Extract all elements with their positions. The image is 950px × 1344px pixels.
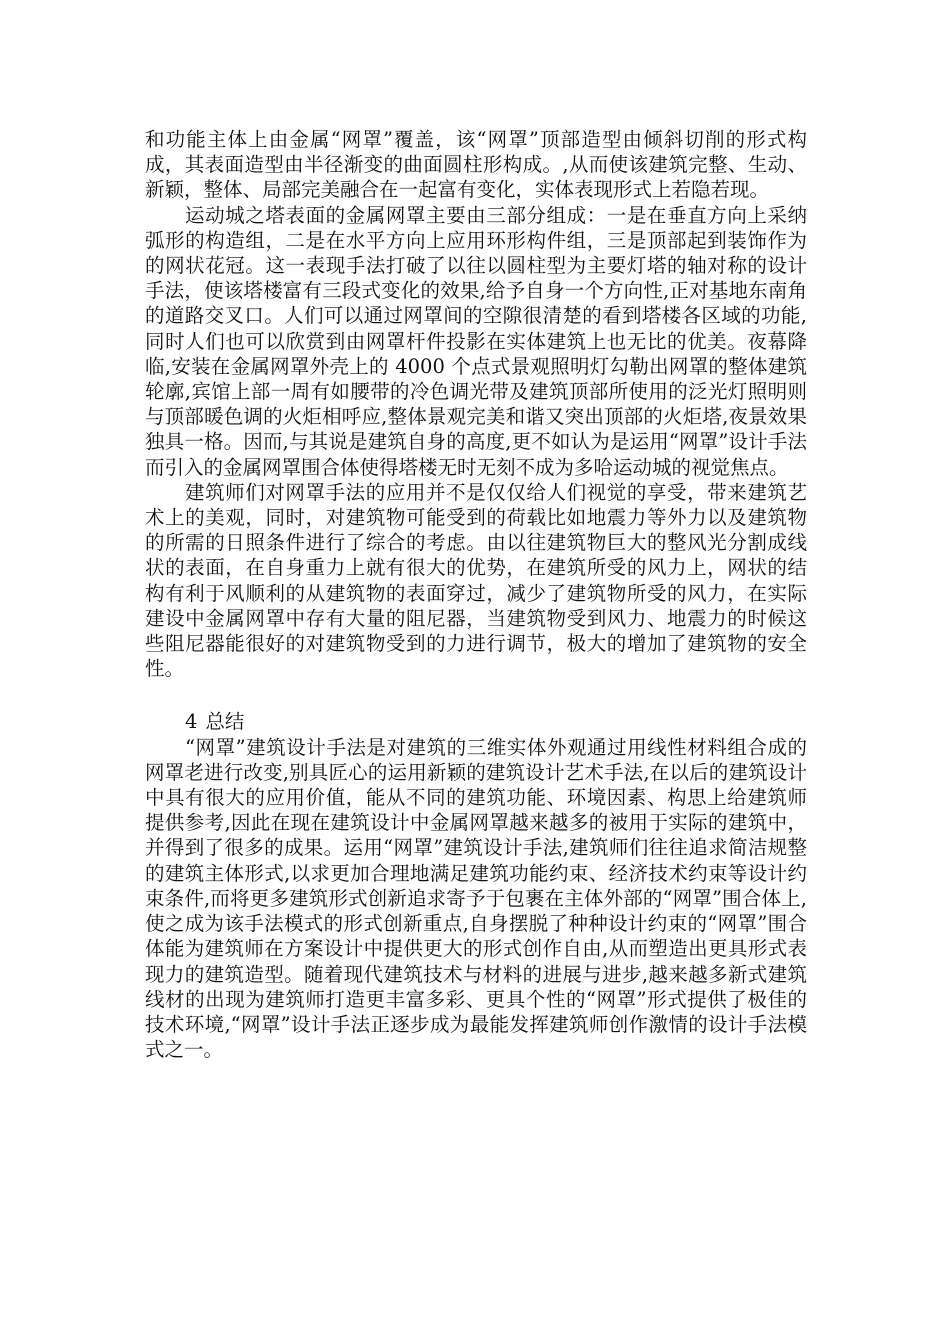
section-number: 4 xyxy=(185,710,198,734)
section-title: 总结 xyxy=(205,710,245,734)
paragraph-2: 运动城之塔表面的金属网罩主要由三部分组成：一是在垂直方向上采纳弧形的构造组，二是在水平方向上应用环形构件组，三是顶部起到装饰作为的网状花冠。这一表现手法打破了以往以圆柱型为主要灯塔的轴对称的设计手法，使该塔楼富有三段式变化的效果,给予自身一个方向性,正对基地东南角的道路交叉口。人们可以通过网罩间的空隙很清楚的看到塔楼各区域的功能,同时人们也可以欣赏到由网罩杆件投影在实体建筑上也无比的优美。夜幕降临,安装在金属网罩外壳上的 4000 个点式景观照明灯勾勒出网罩的整体建筑轮廓,宾馆上部一周有如腰带的冷色调光带及建筑顶部所使用的泛光灯照明则与顶部暖色调的火炬相呼应,整体景观完美和谐又突出顶部的火炬塔,夜景效果独具一格。因而,与其说是建筑自身的高度,更不如认为是运用“网罩”设计手法而引入的金属网罩围合体使得塔楼无时无刻不成为多哈运动城的视觉焦点。 xyxy=(145,203,807,479)
section-heading xyxy=(145,709,807,734)
paragraph-3: 建筑师们对网罩手法的应用并不是仅仅给人们视觉的享受，带来建筑艺术上的美观，同时，对建筑物可能受到的荷载比如地震力等外力以及建筑物的所需的日照条件进行了综合的考虑。由以往建筑物巨大的整风光分割成线状的表面，在自身重力上就有很大的优势，在建筑所受的风力上，网状的结构有利于风顺利的从建筑物的表面穿过，减少了建筑物所受的风力，在实际建设中金属网罩中存有大量的阻尼器，当建筑物受到风力、地震力的时候这些阻尼器能很好的对建筑物受到的力进行调节，极大的增加了建筑物的安全性。 xyxy=(145,480,807,681)
document-page xyxy=(145,127,807,1062)
paragraph-1: 和功能主体上由金属“网罩”覆盖，该“网罩”顶部造型由倾斜切削的形式构成，其表面造型由半径渐变的曲面圆柱形构成。,从而使该建筑完整、生动、新颖，整体、局部完美融合在一起富有变化，实体表现形式上若隐若现。 xyxy=(145,128,807,202)
paragraph-4: “网罩”建筑设计手法是对建筑的三维实体外观通过用线性材料组合成的网罩老进行改变,别具匠心的运用新颖的建筑设计艺术手法,在以后的建筑设计中具有很大的应用价值，能从不同的建筑功能、环境因素、构思上给建筑师提供参考,因此在现在建筑设计中金属网罩越来越多的被用于实际的建筑中，并得到了很多的成果。运用“网罩”建筑设计手法,建筑师们往往追求简洁规整的建筑主体形式,以求更加合理地满足建筑功能约束、经济技术约束等设计约束条件,而将更多建筑形式创新追求寄予于包裹在主体外部的“网罩”围合体上,使之成为该手法模式的形式创新重点,自身摆脱了种种设计约束的“网罩”围合体能为建筑师在方案设计中提供更大的形式创作自由,从而塑造出更具形式表现力的建筑造型。随着现代建筑技术与材料的进展与进步,越来越多新式建筑线材的出现为建筑师打造更丰富多彩、更具个性的“网罩”形式提供了极佳的技术环境,“网罩”设计手法正逐步成为最能发挥建筑师创作激情的设计手法模式之一。 xyxy=(145,735,807,1062)
